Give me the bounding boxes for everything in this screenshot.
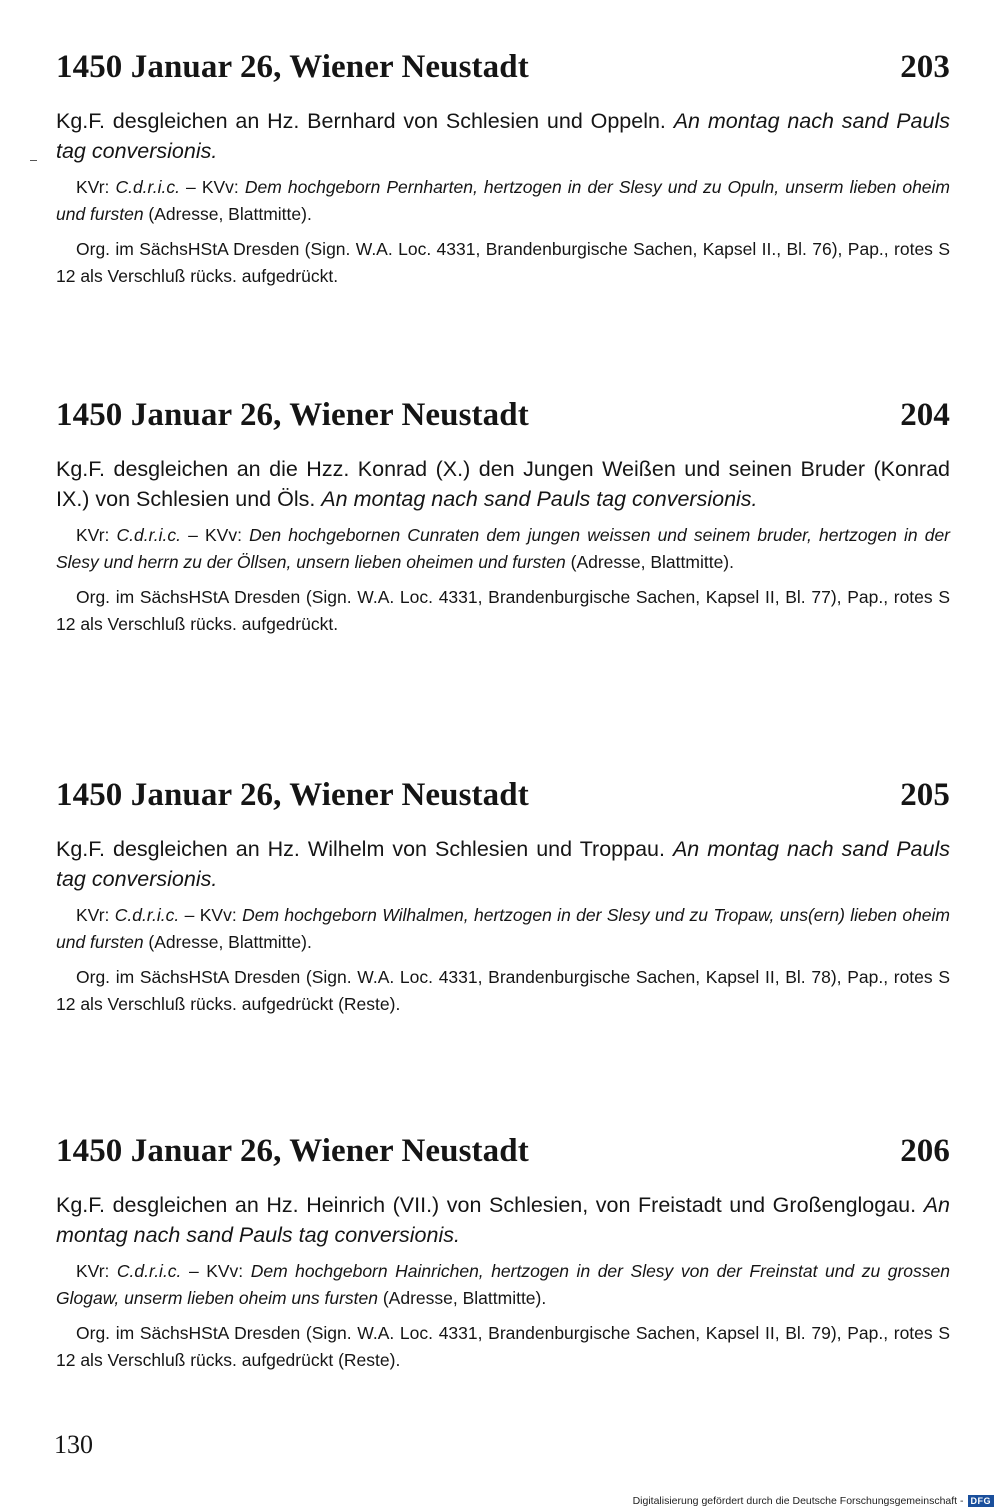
- kv-suffix: (Adresse, Blattmitte).: [565, 552, 734, 572]
- kv-recto: C.d.r.i.c.: [116, 525, 182, 545]
- page-number: 130: [54, 1430, 93, 1459]
- entry-number: 203: [900, 49, 950, 85]
- kv-verso: Dem hochgeborn Hainrichen, hertzogen in der Slesy von der Freinstat und zu grossen Glogaw, unserm lieben oheim uns fursten: [56, 1261, 950, 1308]
- kv-suffix: (Adresse, Blattmitte).: [143, 204, 312, 224]
- kv-prefix: KVr:: [76, 1261, 117, 1281]
- kv-recto: C.d.r.i.c.: [116, 1261, 182, 1281]
- regest-text: Kg.F. desgleichen an Hz. Wilhelm von Schlesien und Troppau.: [56, 837, 673, 861]
- regest-quote: An montag nach sand Pauls tag conversionis.: [56, 837, 950, 891]
- kv-recto: C.d.r.i.c.: [114, 905, 180, 925]
- kv-prefix: KVr:: [76, 905, 115, 925]
- entry-date-place: 1450 Januar 26, Wiener Neustadt: [56, 1133, 529, 1169]
- entry-regest: [56, 1190, 950, 1250]
- entry-regest: [56, 454, 950, 514]
- entry-heading: [56, 48, 950, 86]
- regest-quote: An montag nach sand Pauls tag conversionis.: [321, 487, 758, 511]
- kv-mid: – KVv:: [179, 177, 245, 197]
- entry-source: Org. im SächsHStA Dresden (Sign. W.A. Loc. 4331, Brandenburgische Sachen, Kapsel II., Bl. 76), Pap., rotes S 12 als Verschluß rücks. aufgedrückt.: [56, 239, 950, 286]
- entry-number: 205: [900, 777, 950, 813]
- entry-kv-note: [56, 174, 950, 228]
- entry-204: [56, 396, 950, 638]
- entry-number: 206: [900, 1133, 950, 1169]
- kv-verso: Dem hochgeborn Pernharten, hertzogen in der Slesy und zu Opuln, unserm lieben oheim und fursten: [56, 177, 951, 224]
- entry-206: [56, 1132, 950, 1374]
- entry-heading: [56, 1132, 950, 1170]
- entry-kv-note: [56, 522, 950, 576]
- entry-date-place: 1450 Januar 26, Wiener Neustadt: [56, 49, 529, 85]
- entry-203: [56, 48, 950, 290]
- entry-source: Org. im SächsHStA Dresden (Sign. W.A. Loc. 4331, Brandenburgische Sachen, Kapsel II, Bl. 77), Pap., rotes S 12 als Verschluß rücks. aufgedrückt.: [56, 587, 950, 634]
- kv-mid: – KVv:: [181, 1261, 251, 1281]
- regest-text: Kg.F. desgleichen an Hz. Heinrich (VII.) von Schlesien, von Freistadt und Großenglogau.: [56, 1193, 924, 1217]
- entry-heading: [56, 396, 950, 434]
- entry-date-place: 1450 Januar 26, Wiener Neustadt: [56, 777, 529, 813]
- entry-regest: [56, 834, 950, 894]
- kv-prefix: KVr:: [76, 177, 116, 197]
- dfg-logo-icon: DFG: [968, 1495, 995, 1507]
- regest-text: Kg.F. desgleichen an die Hzz. Konrad (X.) den Jungen Weißen und seinen Bruder (Konrad IX.) von Schlesien und Öls.: [56, 457, 950, 511]
- regest-quote: An montag nach sand Pauls tag conversionis.: [56, 1193, 950, 1247]
- entry-kv-note: [56, 1258, 950, 1312]
- kv-prefix: KVr:: [76, 525, 117, 545]
- kv-mid: – KVv:: [179, 905, 243, 925]
- entry-heading: [56, 776, 950, 814]
- kv-suffix: (Adresse, Blattmitte).: [143, 932, 312, 952]
- kv-recto: C.d.r.i.c.: [115, 177, 180, 197]
- footer-text: Digitalisierung gefördert durch die Deutsche Forschungsgemeinschaft -: [632, 1495, 964, 1507]
- kv-verso: Dem hochgeborn Wilhalmen, hertzogen in der Slesy und zu Tropaw, uns(ern) lieben oheim und fursten: [56, 905, 951, 952]
- margin-mark: [30, 160, 37, 161]
- entry-source: Org. im SächsHStA Dresden (Sign. W.A. Loc. 4331, Brandenburgische Sachen, Kapsel II, Bl. 79), Pap., rotes S 12 als Verschluß rücks. aufgedrückt (Reste).: [56, 1323, 950, 1370]
- kv-mid: – KVv:: [181, 525, 250, 545]
- kv-suffix: (Adresse, Blattmitte).: [377, 1288, 547, 1308]
- entry-205: [56, 776, 950, 1018]
- regest-quote: An montag nach sand Pauls tag conversionis.: [56, 109, 950, 163]
- entry-number: 204: [900, 397, 950, 433]
- entry-kv-note: [56, 902, 950, 956]
- entry-date-place: 1450 Januar 26, Wiener Neustadt: [56, 397, 529, 433]
- entry-regest: [56, 106, 950, 166]
- kv-verso: Den hochgebornen Cunraten dem jungen weissen und seinem bruder, hertzogen in der Slesy und herrn zu der Öllsen, unsern lieben oheimen und fursten: [56, 525, 951, 572]
- digitization-footer: [633, 1495, 994, 1507]
- regest-text: Kg.F. desgleichen an Hz. Bernhard von Schlesien und Oppeln.: [56, 109, 674, 133]
- entry-source: Org. im SächsHStA Dresden (Sign. W.A. Loc. 4331, Brandenburgische Sachen, Kapsel II, Bl. 78), Pap., rotes S 12 als Verschluß rücks. aufgedrückt (Reste).: [56, 967, 950, 1014]
